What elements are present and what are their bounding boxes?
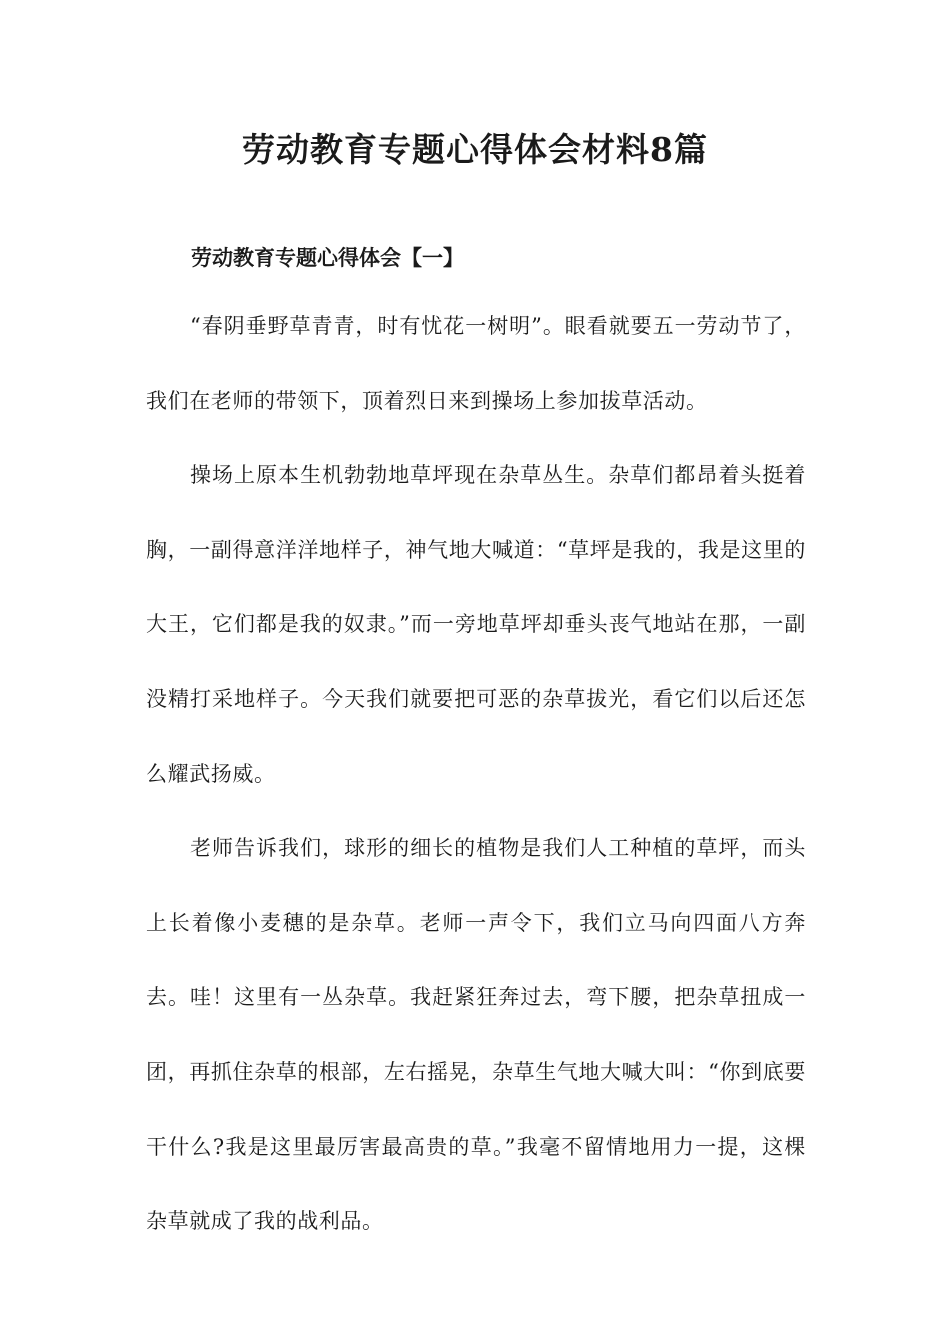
- body-text: [146, 289, 806, 1259]
- paragraph: “春阴垂野草青青，时有忧花一树明”。眼看就要五一劳动节了，我们在老师的带领下，顶着烈日来到操场上参加拔草活动。: [146, 314, 806, 413]
- paragraph: 操场上原本生机勃勃地草坪现在杂草丛生。杂草们都昂着头挺着胸，一副得意洋洋地样子，神气地大喊道：“草坪是我的，我是这里的大王，它们都是我的奴隶。”而一旁地草坪却垂头丧气地站在那，一副没精打采地样子。今天我们就要把可恶的杂草拔光，看它们以后还怎么耀武扬威。: [146, 463, 806, 786]
- paragraph: 老师告诉我们，球形的细长的植物是我们人工种植的草坪，而头上长着像小麦穗的是杂草。老师一声令下，我们立马向四面八方奔去。哇！这里有一丛杂草。我赶紧狂奔过去，弯下腰，把杂草扭成一团，再抓住杂草的根部，左右摇晃，杂草生气地大喊大叫：“你到底要干什么?我是这里最厉害最高贵的草。”我毫不留情地用力一提，这棵杂草就成了我的战利品。: [146, 836, 806, 1234]
- section-heading: 劳动教育专题心得体会【一】: [191, 245, 464, 270]
- document-title: 劳动教育专题心得体会材料8篇: [242, 130, 708, 169]
